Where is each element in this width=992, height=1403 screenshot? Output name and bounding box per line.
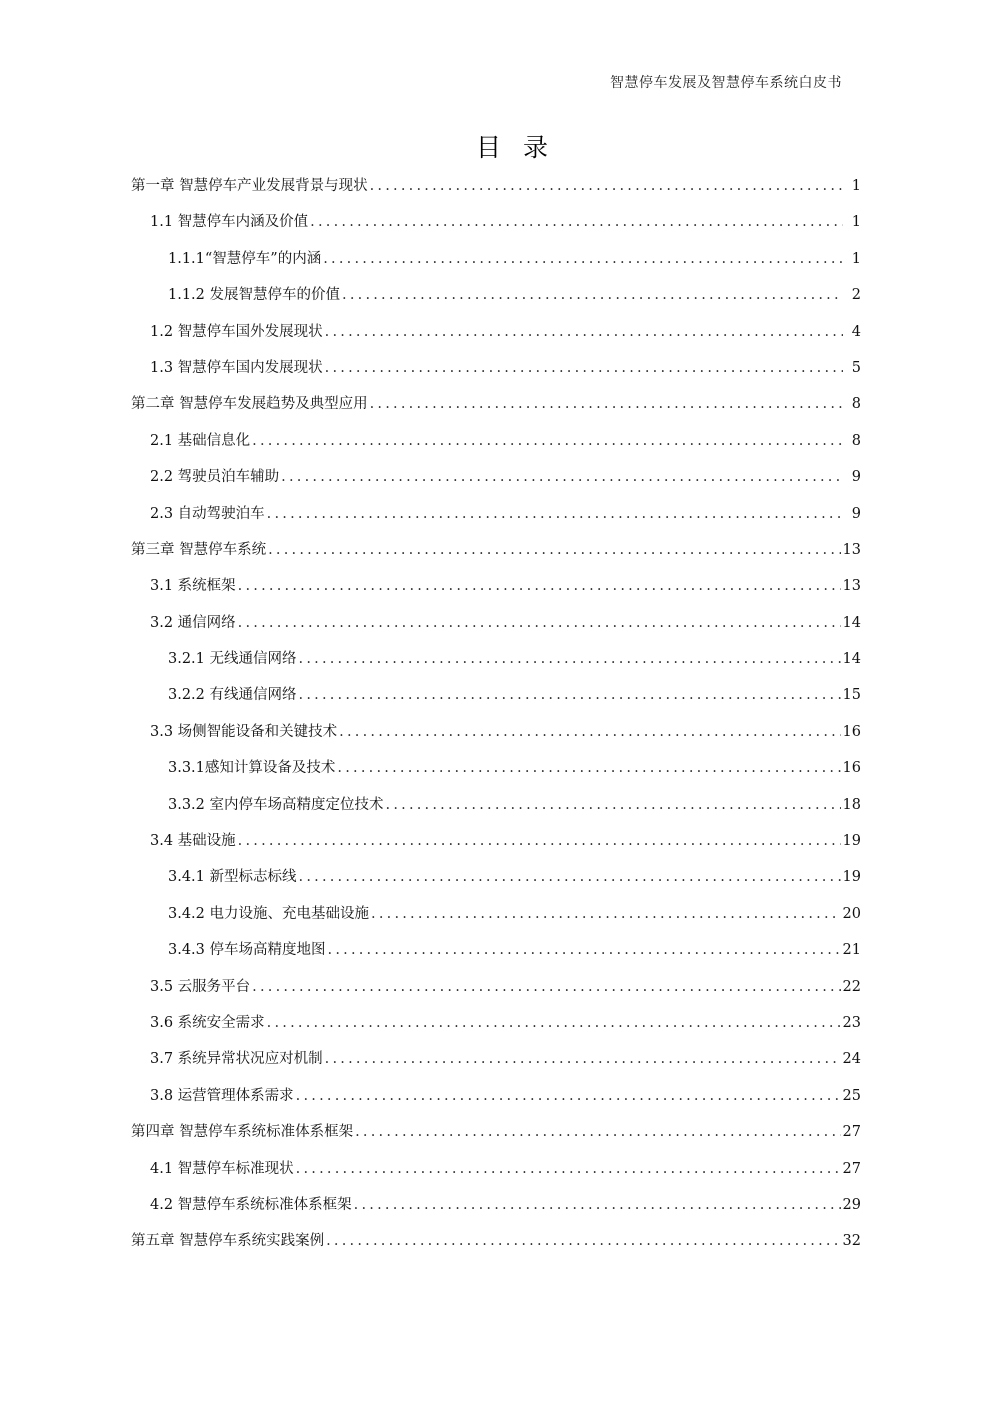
toc-entry-title: 3.4 基础设施 [150, 833, 236, 850]
toc-dot-leader [238, 605, 841, 641]
toc-entry[interactable] [131, 641, 861, 677]
toc-entry-title: 3.3.1感知计算设备及技术 [168, 760, 336, 777]
toc-dot-leader [339, 714, 840, 750]
toc-dot-leader [281, 459, 843, 495]
toc-entry-page-number: 25 [842, 1087, 861, 1104]
toc-dot-leader [371, 896, 841, 932]
toc-entry-title: 1.1.1“智慧停车”的内涵 [168, 250, 322, 267]
toc-dot-leader [299, 859, 841, 895]
toc-entry-title: 第三章 智慧停车系统 [131, 541, 267, 558]
toc-dot-leader [337, 750, 840, 786]
toc-entry-page-number: 1 [851, 214, 861, 231]
toc-dot-leader [325, 350, 843, 386]
toc-entry[interactable] [131, 969, 861, 1005]
toc-entry-page-number: 24 [842, 1051, 861, 1068]
toc-entry-page-number: 8 [851, 396, 861, 413]
toc-entry[interactable] [131, 896, 861, 932]
toc-entry-page-number: 9 [851, 505, 861, 522]
toc-entry-page-number: 8 [851, 432, 861, 449]
toc-dot-leader [267, 496, 843, 532]
toc-entry-title: 3.4.3 停车场高精度地图 [168, 942, 326, 959]
toc-entry[interactable] [131, 1005, 861, 1041]
toc-entry[interactable] [131, 1041, 861, 1077]
toc-entry-title: 3.4.2 电力设施、充电基础设施 [168, 905, 370, 922]
toc-entry[interactable] [131, 386, 861, 422]
toc-entry[interactable] [131, 787, 861, 823]
toc-entry-title: 第五章 智慧停车系统实践案例 [131, 1233, 325, 1250]
toc-dot-leader [299, 677, 841, 713]
toc-entry-title: 3.4.1 新型标志标线 [168, 869, 297, 886]
toc-entry[interactable] [131, 932, 861, 968]
toc-entry-page-number: 22 [842, 978, 861, 995]
running-header: 智慧停车发展及智慧停车系统白皮书 [610, 75, 842, 91]
toc-entry-title: 1.1 智慧停车内涵及价值 [150, 214, 309, 231]
toc-dot-leader [370, 386, 843, 422]
toc-entry[interactable] [131, 532, 861, 568]
toc-entry-title: 4.2 智慧停车系统标准体系框架 [150, 1196, 352, 1213]
toc-entry-title: 4.1 智慧停车标准现状 [150, 1160, 294, 1177]
toc-dot-leader [267, 1005, 841, 1041]
toc-entry[interactable] [131, 350, 861, 386]
toc-entry-page-number: 9 [851, 469, 861, 486]
toc-entry-page-number: 1 [851, 178, 861, 194]
toc-dot-leader [328, 932, 841, 968]
toc-dot-leader [323, 241, 843, 277]
toc-entry-title: 2.1 基础信息化 [150, 432, 251, 449]
toc-entry-title: 3.5 云服务平台 [150, 978, 251, 995]
toc-entry-page-number: 2 [851, 287, 861, 304]
toc-dot-leader [325, 1041, 841, 1077]
toc-entry-page-number: 27 [842, 1160, 861, 1177]
toc-entry[interactable] [131, 1151, 861, 1187]
toc-entry-title: 3.3.2 室内停车场高精度定位技术 [168, 796, 384, 813]
toc-dot-leader [296, 1151, 841, 1187]
toc-dot-leader [370, 168, 843, 204]
toc-entry[interactable] [131, 241, 861, 277]
toc-entry-title: 2.3 自动驾驶泊车 [150, 505, 265, 522]
toc-entry[interactable] [131, 677, 861, 713]
toc-entry-page-number: 21 [842, 942, 861, 959]
toc-entry-title: 2.2 驾驶员泊车辅助 [150, 469, 280, 486]
toc-entry-page-number: 15 [842, 687, 861, 704]
toc-entry-title: 3.1 系统框架 [150, 578, 236, 595]
toc-entry-page-number: 19 [842, 833, 861, 850]
toc-entry[interactable] [131, 496, 861, 532]
toc-entry-title: 3.2.1 无线通信网络 [168, 651, 297, 668]
toc-dot-leader [252, 423, 843, 459]
toc-entry[interactable] [131, 1114, 861, 1150]
toc-entry-page-number: 5 [851, 359, 861, 376]
toc-entry[interactable] [131, 714, 861, 750]
toc-entry-page-number: 13 [842, 541, 861, 558]
toc-entry[interactable] [131, 1187, 861, 1223]
toc-entry[interactable] [131, 314, 861, 350]
toc-entry-title: 第一章 智慧停车产业发展背景与现状 [131, 178, 368, 194]
toc-entry-page-number: 16 [842, 723, 861, 740]
toc-entry[interactable] [131, 277, 861, 313]
toc-entry-title: 3.8 运营管理体系需求 [150, 1087, 294, 1104]
toc-entry-page-number: 16 [842, 760, 861, 777]
toc-entry-title: 3.7 系统异常状况应对机制 [150, 1051, 323, 1068]
toc-entry[interactable] [131, 859, 861, 895]
toc-entry-page-number: 1 [851, 250, 861, 267]
toc-entry-page-number: 27 [842, 1124, 861, 1141]
toc-dot-leader [268, 532, 840, 568]
toc-dot-leader [342, 277, 843, 313]
toc-entry-page-number: 14 [842, 614, 861, 631]
toc-entry-page-number: 23 [842, 1014, 861, 1031]
toc-entry-title: 第四章 智慧停车系统标准体系框架 [131, 1124, 354, 1141]
toc-dot-leader [238, 823, 841, 859]
toc-entry[interactable] [131, 750, 861, 786]
toc-dot-leader [326, 1223, 840, 1259]
toc-dot-leader [296, 1078, 841, 1114]
toc-entry[interactable] [131, 204, 861, 240]
toc-dot-leader [354, 1187, 841, 1223]
toc-entry-title: 3.2.2 有线通信网络 [168, 687, 297, 704]
toc-entry[interactable] [131, 1223, 861, 1259]
toc-entry-page-number: 19 [842, 869, 861, 886]
toc-dot-leader [252, 969, 840, 1005]
toc-entry-page-number: 29 [842, 1196, 861, 1213]
toc-entry-title: 1.1.2 发展智慧停车的价值 [168, 287, 341, 304]
toc-entry[interactable] [131, 168, 861, 204]
toc-entry[interactable] [131, 568, 861, 604]
toc-dot-leader [238, 568, 841, 604]
toc-entry[interactable] [131, 1078, 861, 1114]
toc-entry[interactable] [131, 423, 861, 459]
toc-entry-title: 1.2 智慧停车国外发展现状 [150, 323, 323, 340]
toc-entry-page-number: 18 [842, 796, 861, 813]
toc-entry-title: 1.3 智慧停车国内发展现状 [150, 359, 323, 376]
toc-dot-leader [299, 641, 841, 677]
toc-entry-page-number: 14 [842, 651, 861, 668]
toc-entry[interactable] [131, 605, 861, 641]
toc-entry-title: 3.6 系统安全需求 [150, 1014, 265, 1031]
toc-dot-leader [310, 204, 843, 240]
toc-entry-title: 第二章 智慧停车发展趋势及典型应用 [131, 396, 368, 413]
toc-dot-leader [355, 1114, 840, 1150]
toc-entry[interactable] [131, 459, 861, 495]
toc-entry-title: 3.3 场侧智能设备和关键技术 [150, 723, 338, 740]
toc-dot-leader [325, 314, 843, 350]
toc-title: 目录 [475, 133, 570, 162]
table-of-contents [131, 168, 861, 1260]
toc-dot-leader [386, 787, 841, 823]
toc-entry-page-number: 32 [842, 1233, 861, 1250]
toc-entry[interactable] [131, 823, 861, 859]
toc-entry-page-number: 20 [842, 905, 861, 922]
toc-entry-page-number: 13 [842, 578, 861, 595]
toc-entry-page-number: 4 [851, 323, 861, 340]
toc-entry-title: 3.2 通信网络 [150, 614, 236, 631]
